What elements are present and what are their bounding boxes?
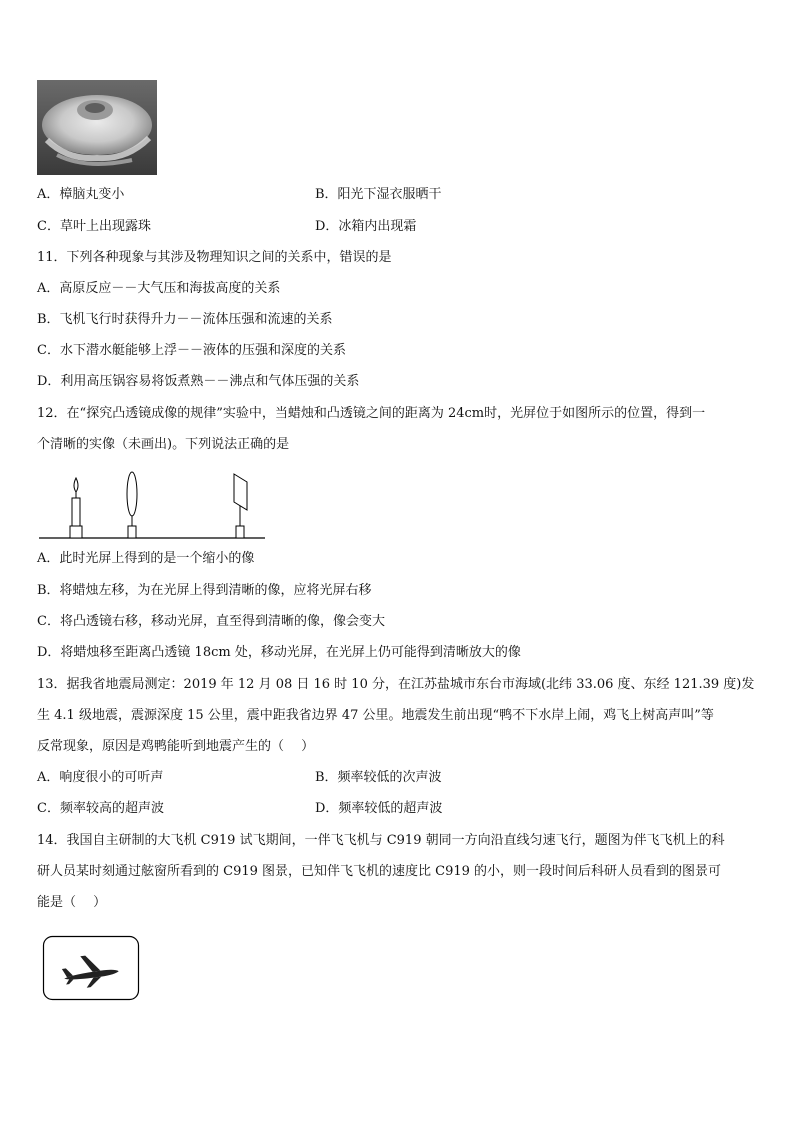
q12-option-b: B．将蜡烛左移，为在光屏上得到清晰的像，应将光屏右移: [37, 583, 372, 598]
q11-option-a: A．高原反应－－大气压和海拔高度的关系: [37, 281, 281, 296]
q11-stem: 11．下列各种现象与其涉及物理知识之间的关系中，错误的是: [37, 250, 392, 265]
q13-option-c: C．频率较高的超声波: [37, 801, 164, 816]
candle-icon: [70, 478, 82, 538]
q14-stem-line1: 14．我国自主研制的大飞机 C919 试飞期间，一伴飞飞机与 C919 朝同一方向沿直线匀速飞行，题图为伴飞飞机上的科: [37, 833, 725, 848]
q11-option-d: D．利用高压锅容易将饭煮熟－－沸点和气体压强的关系: [37, 374, 360, 389]
q12-stem-line1: 12．在“探究凸透镜成像的规律”实验中，当蜡烛和凸透镜之间的距离为 24cm时，光屏位于如图所示的位置，得到一: [37, 406, 706, 421]
q13-stem-line1: 13．据我省地震局测定：2019 年 12 月 08 日 16 时 10 分，在江苏盐城市东台市海域(北纬 33.06 度、东经 121.39 度)发: [37, 677, 755, 692]
q11-option-b: B．飞机飞行时获得升力－－流体压强和流速的关系: [37, 312, 333, 327]
light-screen-icon: [234, 474, 247, 538]
q10-option-a: A．樟脑丸变小: [37, 187, 125, 202]
fog-bowl-image: [37, 80, 157, 175]
q11-option-c: C．水下潜水艇能够上浮－－液体的压强和深度的关系: [37, 343, 346, 358]
q10-option-b: B．阳光下湿衣服晒干: [315, 187, 442, 202]
q13-option-d: D．频率较低的超声波: [315, 801, 443, 816]
q13-option-a: A．响度很小的可听声: [37, 770, 164, 785]
q14-stem-line3: 能是（ ）: [37, 895, 107, 910]
q14-stem-line2: 研人员某时刻通过舷窗所看到的 C919 图景，已知伴飞飞机的速度比 C919 的小，则一段时间后科研人员看到的图景可: [37, 864, 722, 879]
q13-stem-line3: 反常现象，原因是鸡鸭能听到地震产生的（ ）: [37, 739, 315, 754]
q10-option-c: C．草叶上出现露珠: [37, 219, 151, 234]
convex-lens-icon: [127, 472, 137, 538]
q12-option-a: A．此时光屏上得到的是一个缩小的像: [37, 551, 255, 566]
q12-stem-line2: 个清晰的实像（未画出)。下列说法正确的是: [37, 437, 290, 452]
q13-option-b: B．频率较低的次声波: [315, 770, 442, 785]
q12-option-d: D．将蜡烛移至距离凸透镜 18cm 处，移动光屏，在光屏上仍可能得到清晰放大的像: [37, 645, 521, 660]
q12-option-c: C．将凸透镜右移，移动光屏，直至得到清晰的像，像会变大: [37, 614, 385, 629]
lens-experiment-diagram: [37, 470, 267, 542]
airplane-window-figure: [42, 935, 140, 1001]
q13-stem-line2: 生 4.1 级地震，震源深度 15 公里，震中距我省边界 47 公里。地震发生前出现“鸭不下水岸上闹，鸡飞上树高声叫”等: [37, 708, 714, 723]
q10-option-d: D．冰箱内出现霜: [315, 219, 417, 234]
